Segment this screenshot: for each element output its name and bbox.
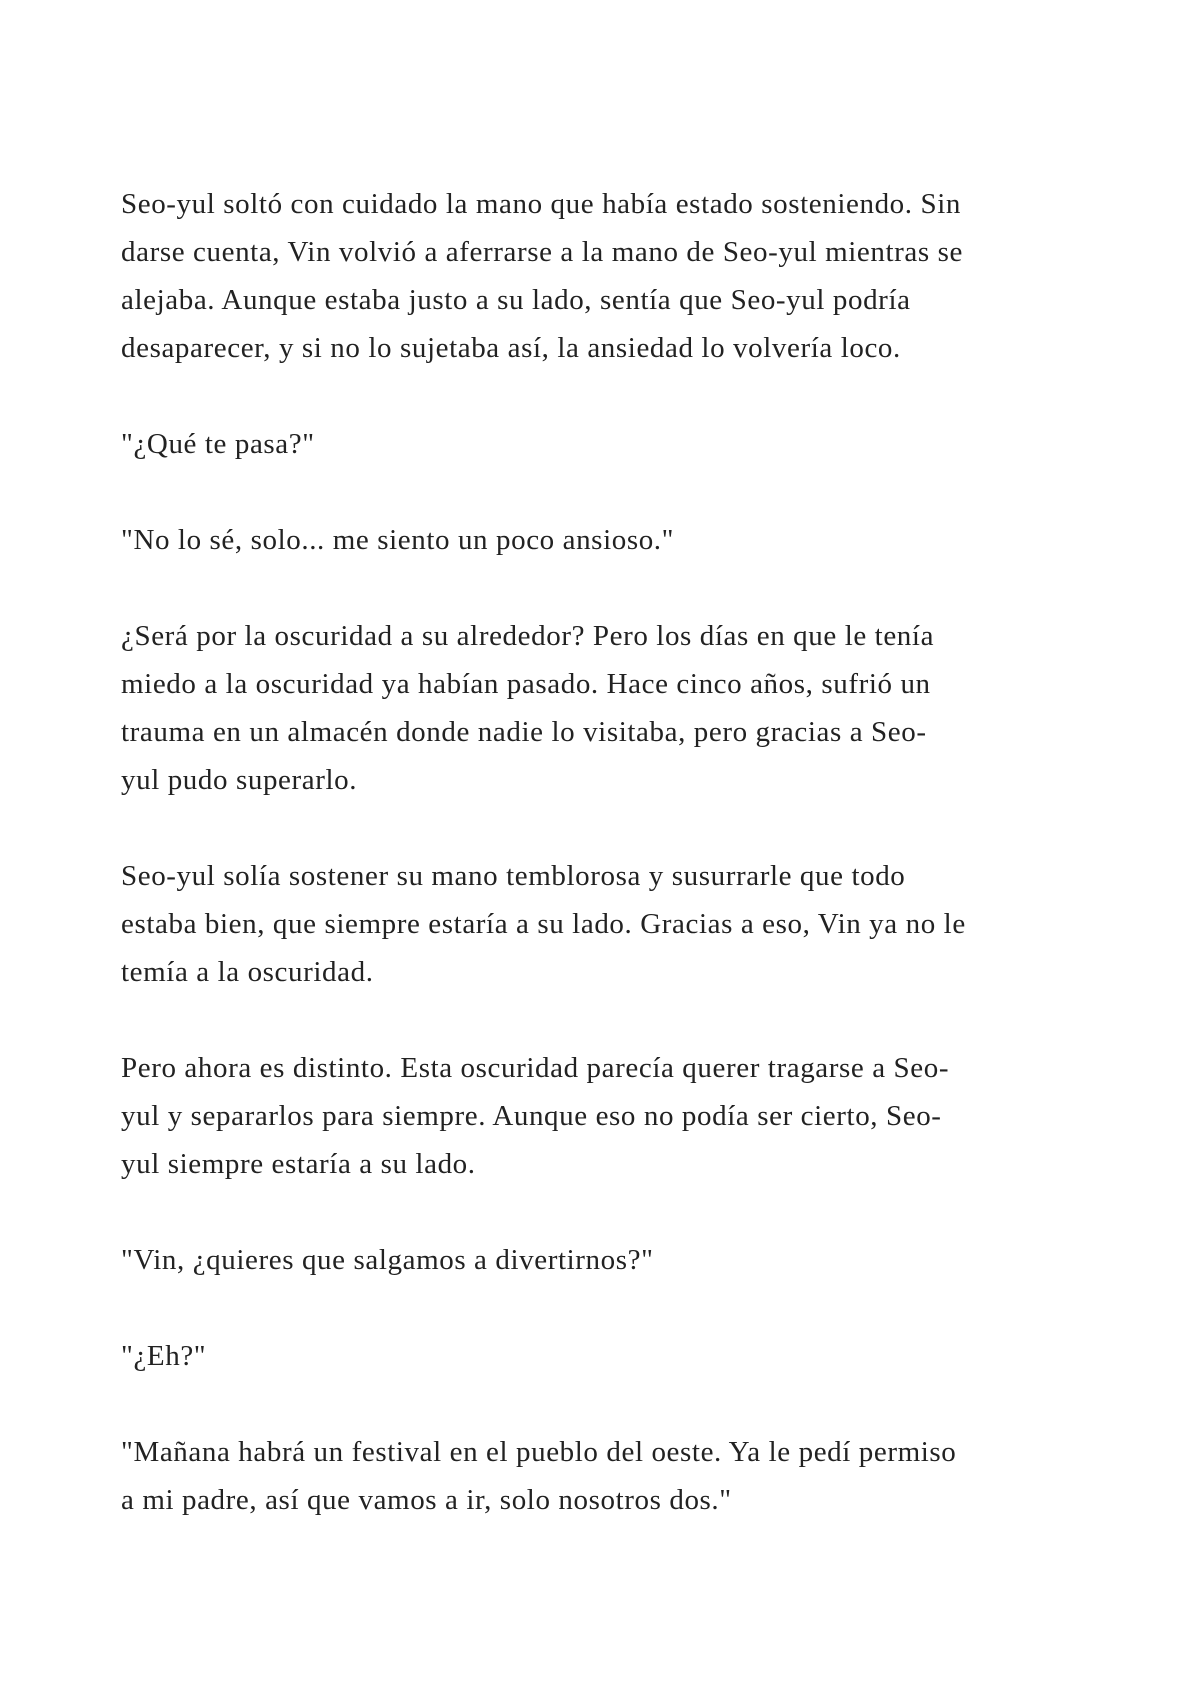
- text-line: estaba bien, que siempre estaría a su lado. Gracias a eso, Vin ya no le: [121, 908, 966, 940]
- text-line: "No lo sé, solo... me siento un poco ansioso.": [121, 524, 675, 556]
- text-line: a mi padre, así que vamos a ir, solo nosotros dos.": [121, 1484, 732, 1516]
- paragraph: [121, 852, 1101, 996]
- document-page: [121, 180, 1101, 1572]
- paragraph: [121, 516, 1101, 564]
- text-line: yul y separarlos para siempre. Aunque eso no podía ser cierto, Seo-: [121, 1100, 942, 1132]
- text-line: yul siempre estaría a su lado.: [121, 1148, 476, 1180]
- text-line: Seo-yul soltó con cuidado la mano que había estado sosteniendo. Sin: [121, 188, 961, 220]
- paragraph: [121, 1332, 1101, 1380]
- text-line: temía a la oscuridad.: [121, 956, 374, 988]
- text-line: "¿Eh?": [121, 1340, 207, 1372]
- paragraph: [121, 1044, 1101, 1188]
- text-line: yul pudo superarlo.: [121, 764, 358, 796]
- text-line: ¿Será por la oscuridad a su alrededor? Pero los días en que le tenía: [121, 620, 935, 652]
- text-line: alejaba. Aunque estaba justo a su lado, sentía que Seo-yul podría: [121, 284, 911, 316]
- paragraph: [121, 612, 1101, 804]
- text-line: trauma en un almacén donde nadie lo visitaba, pero gracias a Seo-: [121, 716, 927, 748]
- text-line: "¿Qué te pasa?": [121, 428, 315, 460]
- text-line: miedo a la oscuridad ya habían pasado. Hace cinco años, sufrió un: [121, 668, 931, 700]
- text-line: Pero ahora es distinto. Esta oscuridad parecía querer tragarse a Seo-: [121, 1052, 950, 1084]
- text-line: "Mañana habrá un festival en el pueblo del oeste. Ya le pedí permiso: [121, 1436, 957, 1468]
- paragraph: [121, 420, 1101, 468]
- text-line: darse cuenta, Vin volvió a aferrarse a la mano de Seo-yul mientras se: [121, 236, 963, 268]
- paragraph: [121, 1236, 1101, 1284]
- text-line: Seo-yul solía sostener su mano temblorosa y susurrarle que todo: [121, 860, 906, 892]
- paragraph: [121, 180, 1101, 372]
- paragraph: [121, 1428, 1101, 1524]
- text-line: "Vin, ¿quieres que salgamos a divertirnos?": [121, 1244, 654, 1276]
- text-line: desaparecer, y si no lo sujetaba así, la ansiedad lo volvería loco.: [121, 332, 901, 364]
